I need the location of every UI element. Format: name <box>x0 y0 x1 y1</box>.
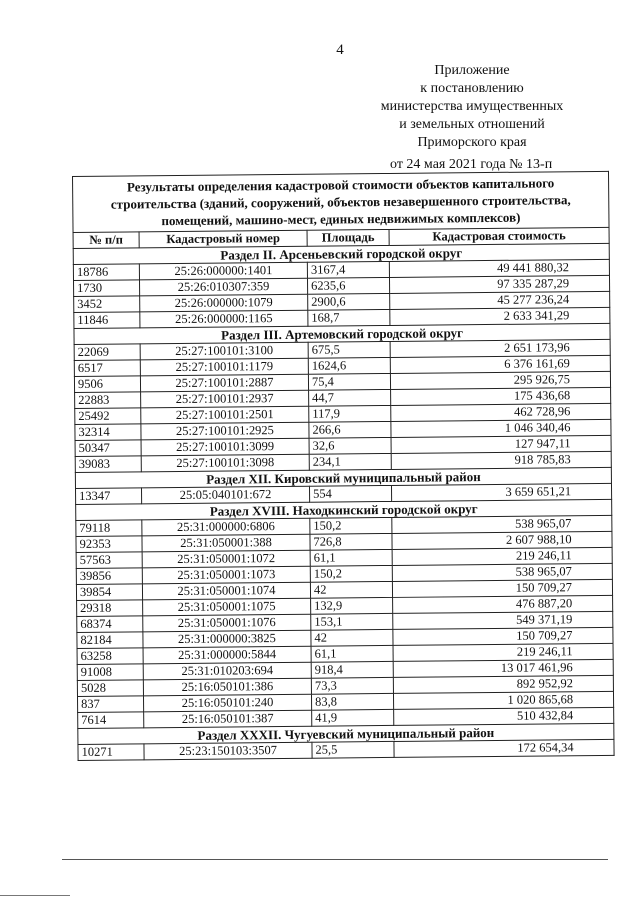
row-number: 39856 <box>76 568 142 585</box>
cadastral-number: 25:31:050001:1073 <box>142 566 310 584</box>
cadastral-number: 25:16:050101:387 <box>144 710 312 728</box>
row-number: 1730 <box>74 280 140 297</box>
area-value: 675,5 <box>308 341 390 358</box>
table-title: Результаты определения кадастровой стоимости объектов капитального строительства (зданий, сооружений, объектов незавершенного строительства, помещений, машино-мест, единых недвижимых комплексов) <box>73 171 610 232</box>
cadastral-value: 13 017 461,96 <box>393 659 613 677</box>
row-number: 9506 <box>74 376 140 393</box>
table-body <box>73 171 615 760</box>
cadastral-number: 25:27:100101:1179 <box>140 358 308 376</box>
cadastral-value: 97 335 287,29 <box>389 275 609 293</box>
column-header-number: № п/п <box>73 232 139 249</box>
area-value: 6235,6 <box>307 277 389 294</box>
cadastral-number: 25:27:100101:2501 <box>141 406 309 424</box>
row-number: 25492 <box>75 408 141 425</box>
area-value: 726,8 <box>310 533 392 550</box>
cadastral-value: 538 965,07 <box>392 515 612 533</box>
cadastral-value: 892 952,92 <box>393 675 613 693</box>
row-number: 79118 <box>76 520 142 537</box>
cadastral-number: 25:31:010203:694 <box>143 662 311 680</box>
page-number: 4 <box>336 42 344 58</box>
row-number: 39083 <box>75 456 141 473</box>
row-number: 22883 <box>75 392 141 409</box>
header-line: к постановлению <box>420 81 524 96</box>
section-title: Раздел III. Артемовский городской округ <box>74 323 610 344</box>
cadastral-number: 25:31:000000:6806 <box>142 518 310 536</box>
cadastral-value: 127 947,11 <box>391 435 611 453</box>
cadastral-number: 25:31:000000:3825 <box>143 630 311 648</box>
cadastral-value: 1 020 865,68 <box>393 691 613 709</box>
area-value: 32,6 <box>309 437 391 454</box>
section-title: Раздел XXXII. Чугуевский муниципальный район <box>78 723 614 744</box>
cadastral-number: 25:31:050001:388 <box>142 534 310 552</box>
row-number: 837 <box>77 696 143 713</box>
cadastral-value: 2 607 988,10 <box>392 531 612 549</box>
cadastral-number: 25:26:000000:1165 <box>140 310 308 328</box>
row-number: 10271 <box>78 744 144 761</box>
cadastral-value: 2 633 341,29 <box>390 307 610 325</box>
cadastral-value: 150 709,27 <box>392 579 612 597</box>
area-value: 2900,6 <box>308 293 390 310</box>
cadastral-value: 462 728,96 <box>391 403 611 421</box>
cadastral-number: 25:31:050001:1074 <box>142 582 310 600</box>
row-number: 32314 <box>75 424 141 441</box>
cadastral-value: 219 246,11 <box>393 643 613 661</box>
column-header-cadastral-value: Кадастровая стоимость <box>389 227 609 245</box>
area-value: 918,4 <box>311 661 393 678</box>
section-title: Раздел XII. Кировский муниципальный район <box>75 467 611 488</box>
area-value: 42 <box>311 629 393 646</box>
cadastral-value: 45 277 236,24 <box>390 291 610 309</box>
cadastral-number: 25:23:150103:3507 <box>144 742 312 760</box>
appendix-header <box>372 62 572 152</box>
cadastral-number: 25:26:000000:1401 <box>139 262 307 280</box>
cadastral-value-table <box>72 171 615 761</box>
cadastral-value: 150 709,27 <box>393 627 613 645</box>
area-value: 83,8 <box>311 693 393 710</box>
cadastral-number: 25:27:100101:2887 <box>140 374 308 392</box>
area-value: 168,7 <box>308 309 390 326</box>
footer-divider <box>62 859 608 860</box>
area-value: 153,1 <box>311 613 393 630</box>
header-line: Приморского края <box>417 135 527 150</box>
cadastral-number: 25:16:050101:386 <box>143 678 311 696</box>
section-title: Раздел II. Арсеньевский городской округ <box>73 243 609 264</box>
area-value: 25,5 <box>312 741 394 758</box>
cadastral-value: 172 654,34 <box>394 739 614 757</box>
cadastral-value: 510 432,84 <box>394 707 614 725</box>
area-value: 150,2 <box>310 517 392 534</box>
cadastral-number: 25:27:100101:3098 <box>141 454 309 472</box>
area-value: 117,9 <box>309 405 391 422</box>
cadastral-value: 1 046 340,46 <box>391 419 611 437</box>
cadastral-value: 538 965,07 <box>392 563 612 581</box>
row-number: 82184 <box>77 632 143 649</box>
area-value: 44,7 <box>309 389 391 406</box>
area-value: 234,1 <box>309 453 391 470</box>
area-value: 61,1 <box>311 645 393 662</box>
cadastral-value: 3 659 651,21 <box>391 483 611 501</box>
cadastral-value: 295 926,75 <box>390 371 610 389</box>
cadastral-number: 25:27:100101:3100 <box>140 342 308 360</box>
row-number: 5028 <box>77 680 143 697</box>
cadastral-number: 25:31:050001:1072 <box>142 550 310 568</box>
header-line: министерства имущественных <box>380 99 564 114</box>
area-value: 75,4 <box>308 373 390 390</box>
row-number: 92353 <box>76 536 142 553</box>
cadastral-number: 25:31:000000:5844 <box>143 646 311 664</box>
header-line: Приложение <box>434 63 510 78</box>
cadastral-number: 25:16:050101:240 <box>143 694 311 712</box>
column-header-area: Площадь <box>307 229 389 246</box>
cadastral-value: 49 441 880,32 <box>389 259 609 277</box>
row-number: 11846 <box>74 312 140 329</box>
cadastral-number: 25:26:000000:1079 <box>140 294 308 312</box>
table-title-row <box>73 171 610 232</box>
cadastral-value: 175 436,68 <box>391 387 611 405</box>
row-number: 91008 <box>77 664 143 681</box>
section-title: Раздел XVIII. Находкинский городской округ <box>76 499 612 520</box>
cadastral-value: 6 376 161,69 <box>390 355 610 373</box>
area-value: 73,3 <box>311 677 393 694</box>
cadastral-value: 549 371,19 <box>393 611 613 629</box>
cadastral-number: 25:27:100101:2937 <box>141 390 309 408</box>
cadastral-number: 25:31:050001:1075 <box>143 598 311 616</box>
row-number: 3452 <box>74 296 140 313</box>
cadastral-value: 918 785,83 <box>391 451 611 469</box>
area-value: 1624,6 <box>308 357 390 374</box>
area-value: 61,1 <box>310 549 392 566</box>
row-number: 7614 <box>78 712 144 729</box>
area-value: 132,9 <box>311 597 393 614</box>
column-header-cadastral-number: Кадастровый номер <box>139 230 307 248</box>
cadastral-number: 25:31:050001:1076 <box>143 614 311 632</box>
row-number: 6517 <box>74 360 140 377</box>
area-value: 41,9 <box>312 709 394 726</box>
row-number: 50347 <box>75 440 141 457</box>
area-value: 3167,4 <box>307 261 389 278</box>
row-number: 29318 <box>77 600 143 617</box>
cadastral-value: 219 246,11 <box>392 547 612 565</box>
cadastral-number: 25:27:100101:3099 <box>141 438 309 456</box>
cadastral-number: 25:26:010307:359 <box>140 278 308 296</box>
row-number: 68374 <box>77 616 143 633</box>
area-value: 266,6 <box>309 421 391 438</box>
cadastral-value: 476 887,20 <box>393 595 613 613</box>
header-line: и земельных отношений <box>399 117 545 132</box>
cadastral-number: 25:05:040101:672 <box>141 486 309 504</box>
row-number: 22069 <box>74 344 140 361</box>
cadastral-value: 2 651 173,96 <box>390 339 610 357</box>
area-value: 150,2 <box>310 565 392 582</box>
row-number: 39854 <box>76 584 142 601</box>
cadastral-number: 25:27:100101:2925 <box>141 422 309 440</box>
footer-divider-short <box>0 895 70 896</box>
row-number: 63258 <box>77 648 143 665</box>
area-value: 554 <box>309 485 391 502</box>
resolution-date: от 24 мая 2021 года № 13-п <box>390 157 553 172</box>
row-number: 57563 <box>76 552 142 569</box>
row-number: 13347 <box>75 488 141 505</box>
row-number: 18786 <box>73 264 139 281</box>
area-value: 42 <box>310 581 392 598</box>
